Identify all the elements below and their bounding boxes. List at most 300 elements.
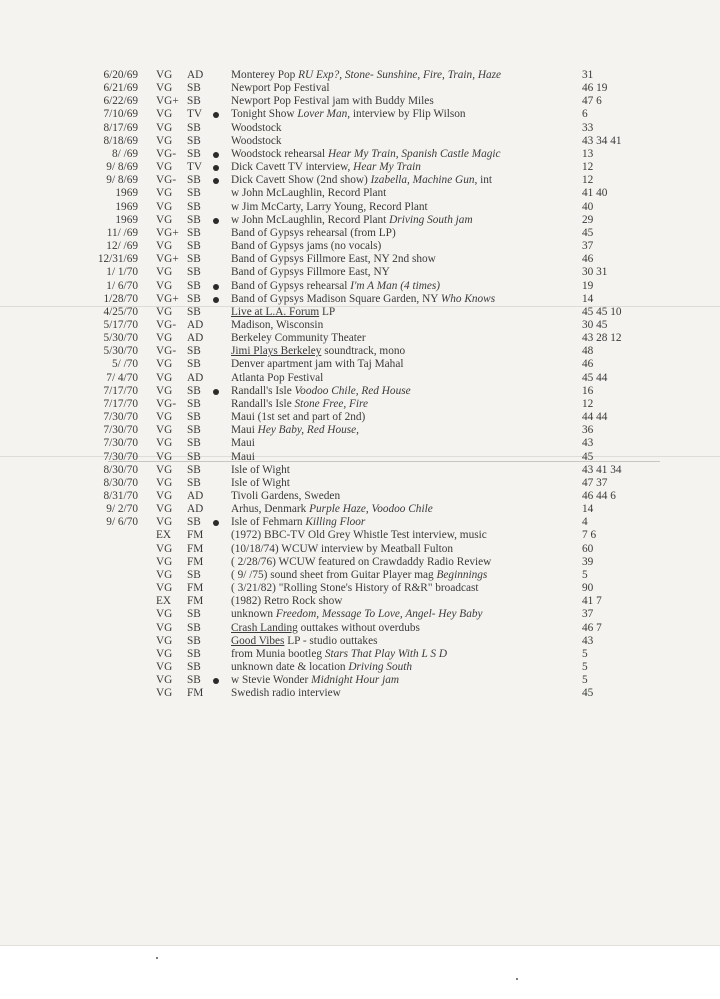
list-item [0,358,720,371]
entry-description [231,608,483,621]
entry-source: SB [187,279,201,292]
entry-reference: 43 [582,437,594,450]
description-text: (10/18/74) WCUW interview by Meatball Fulton [231,542,454,555]
entry-date: 5/30/70 [103,332,138,345]
song-titles: Driving South jam [389,213,473,226]
list-item [0,293,720,306]
description-text: Monterey Pop [231,69,299,81]
entry-description [231,122,282,135]
entry-grade: VG [156,411,173,424]
list-item [0,451,720,464]
entry-description [231,451,255,464]
song-titles: Izabella, Machine Gun, [370,174,478,187]
description-text: w Jim McCarty, Larry Young, Record Plant [231,200,428,213]
bullet-dot-icon [213,297,219,303]
list-item [0,214,720,227]
list-item [0,319,720,332]
entry-reference: 16 [582,384,594,397]
entry-description [231,240,381,253]
entry-grade: VG [156,568,173,581]
list-item [0,529,720,542]
list-item [0,240,720,253]
entry-date: 4/25/70 [103,305,138,318]
list-item [0,266,720,279]
description-text: Band of Gypsys rehearsal [231,279,351,292]
description-text: Band of Gypsys Fillmore East, NY 2nd show [231,253,436,266]
entry-source: FM [187,595,204,608]
list-item [0,661,720,674]
description-text: Randall's Isle [231,397,295,410]
entry-source: SB [187,345,201,358]
song-titles: Beginnings [436,568,488,581]
entry-description [231,477,290,490]
entry-grade: VG [156,371,173,384]
description-text: Woodstock [231,121,282,134]
description-text: Isle of Fehmarn [231,516,306,529]
entry-grade: VG [156,503,173,516]
entry-description [231,293,495,306]
entry-reference: 41 7 [582,595,602,608]
list-item [0,595,720,608]
entry-reference: 29 [582,213,594,226]
song-titles: RU Exp?, Stone- Sunshine, Fire, Train, Haze [298,69,502,81]
entry-description [231,569,487,582]
entry-reference: 5 [582,674,588,687]
entry-description [231,201,428,214]
entry-source: SB [187,174,201,187]
entry-grade: VG [156,266,173,279]
entry-description [231,319,323,332]
entry-reference: 12 [582,174,594,187]
entry-source: SB [187,253,201,266]
entry-reference: 43 34 41 [582,134,622,147]
description-text: Madison, Wisconsin [231,318,324,331]
entry-grade: VG [156,687,173,700]
entry-date: 12/31/69 [97,253,138,266]
entry-description [231,411,365,424]
entry-grade: VG- [156,397,177,410]
description-text: unknown date & location [231,661,349,674]
description-text: Arhus, Denmark [231,503,310,516]
description-suffix: outtakes without overdubs [297,621,420,634]
entry-source: SB [187,187,201,200]
entry-source: FM [187,555,204,568]
entry-date: 7/30/70 [103,437,138,450]
description-text: Atlanta Pop Festival [231,371,324,384]
song-titles: Purple Haze, Voodoo Chile [309,503,433,516]
entry-date: 7/30/70 [103,450,138,463]
entry-grade: VG [156,424,173,437]
entry-reference: 40 [582,200,594,213]
entry-source: SB [187,647,201,660]
list-item [0,622,720,635]
bullet-dot-icon [213,218,219,224]
entry-source: SB [187,634,201,647]
entry-description [231,582,479,595]
entry-description [231,174,492,187]
entry-grade: VG [156,108,173,121]
list-item [0,280,720,293]
entry-source: AD [187,332,204,345]
description-text: ( 3/21/82) "Rolling Stone's History of R&R" broadcast [231,582,479,595]
entry-source: SB [187,200,201,213]
album-title: Crash Landing [231,621,298,634]
entry-date: 9/ 8/69 [106,174,138,187]
entry-source: AD [187,69,204,81]
album-title: Live at L.A. Forum [231,305,320,318]
entry-grade: VG+ [156,226,179,239]
list-item [0,95,720,108]
entry-reference: 46 19 [582,82,608,95]
entry-reference: 48 [582,345,594,358]
entry-date: 6/21/69 [103,82,138,95]
description-text: w John McLaughlin, Record Plant [231,187,387,200]
list-item [0,253,720,266]
entry-date: 8/31/70 [103,490,138,502]
description-text: from Munia bootleg [231,647,325,660]
bullet-dot-icon [213,152,219,158]
entry-reference: 47 6 [582,95,602,108]
entry-reference: 7 6 [582,529,597,542]
description-text: Band of Gypsys Madison Square Garden, NY [231,292,441,305]
list-item [0,569,720,582]
list-item [0,398,720,411]
list-item [0,201,720,214]
entry-source: SB [187,266,201,279]
list-item [0,556,720,569]
entry-grade: VG [156,358,173,371]
song-titles: I'm A Man (4 times) [350,279,441,292]
entry-date: 5/30/70 [103,345,138,358]
description-text: unknown [231,608,276,621]
entry-reference: 47 37 [582,476,608,489]
entry-description [231,635,378,648]
entry-source: SB [187,463,201,476]
entry-reference: 46 7 [582,621,602,634]
entry-source: SB [187,424,201,437]
entry-description [231,332,366,345]
entry-source: FM [187,582,204,595]
song-titles: Hear My Train, Spanish Castle Magic [327,147,501,160]
entry-source: SB [187,450,201,463]
entry-reference: 30 31 [582,266,608,279]
entry-date: 8/17/69 [103,121,138,134]
entry-description [231,358,403,371]
entry-description [231,253,436,266]
entry-date: 8/30/70 [103,463,138,476]
entry-reference: 43 41 34 [582,463,622,476]
song-titles: Stars That Play With L S D [324,647,448,660]
song-titles: Lover Man, [297,108,351,121]
entry-reference: 43 28 12 [582,332,622,345]
entry-source: SB [187,213,201,226]
entry-grade: EX [156,595,172,608]
entry-grade: VG [156,187,173,200]
entry-source: TV [187,161,203,174]
description-text: Maui [231,450,255,463]
list-item [0,477,720,490]
entry-source: SB [187,240,201,253]
description-text: Isle of Wight [231,476,290,489]
description-text: w Stevie Wonder [231,674,312,687]
entry-description [231,161,421,174]
bullet-dot-icon [213,165,219,171]
entry-source: SB [187,305,201,318]
paper-speck [516,978,518,980]
entry-description [231,437,255,450]
entry-reference: 37 [582,240,594,253]
entry-date: 5/ /70 [111,358,138,371]
entry-description [231,556,491,569]
entry-reference: 19 [582,279,594,292]
description-text: Band of Gypsys rehearsal (from LP) [231,226,396,239]
entry-description [231,82,330,95]
list-item [0,464,720,477]
entry-description [231,595,342,608]
song-titles: Stone Free, Fire [294,397,369,410]
entry-grade: VG+ [156,95,179,108]
entry-source: SB [187,292,201,305]
description-suffix: LP - studio outtakes [284,634,378,647]
entry-reference: 5 [582,568,588,581]
entry-source: SB [187,476,201,489]
entry-grade: VG [156,332,173,345]
list-item [0,108,720,121]
entry-grade: VG [156,621,173,634]
entry-description [231,266,390,279]
entry-date: 8/ /69 [111,147,138,160]
entry-description [231,661,412,674]
description-text: Denver apartment jam with Taj Mahal [231,358,404,371]
entry-reference: 14 [582,503,594,516]
description-text: Dick Cavett TV interview, [231,161,354,174]
entry-source: SB [187,397,201,410]
entry-reference: 45 44 [582,371,608,384]
entry-source: AD [187,318,204,331]
entry-reference: 46 [582,253,594,266]
entry-reference: 44 44 [582,411,608,424]
entry-source: SB [187,147,201,160]
entry-reference: 12 [582,161,594,174]
entry-reference: 41 40 [582,187,608,200]
entry-description [231,398,368,411]
description-text: ( 2/28/76) WCUW featured on Crawdaddy Radio Review [231,555,492,568]
list-item [0,69,720,82]
bullet-dot-icon [213,178,219,184]
list-item [0,635,720,648]
entry-description [231,280,440,293]
entry-reference: 12 [582,397,594,410]
list-item [0,674,720,687]
entry-description [231,490,340,503]
entry-grade: VG [156,134,173,147]
entry-description [231,135,282,148]
list-item [0,227,720,240]
album-title: Good Vibes [231,634,285,647]
list-item [0,411,720,424]
entry-grade: VG [156,516,173,529]
entry-date: 11/ /69 [106,226,138,239]
entry-source: SB [187,82,201,95]
song-titles: Hear My Train [353,161,421,174]
entry-source: FM [187,529,204,542]
entry-reference: 60 [582,542,594,555]
entry-date: 1969 [115,200,138,213]
entry-date: 8/18/69 [103,134,138,147]
song-titles: Freedom, Message To Love, Angel- Hey Baby [275,608,483,621]
bullet-dot-icon [213,112,219,118]
entry-grade: VG [156,674,173,687]
list-item [0,648,720,661]
entry-source: SB [187,661,201,674]
entry-reference: 90 [582,582,594,595]
entry-date: 1/ 1/70 [106,266,138,279]
list-item [0,148,720,161]
entry-description [231,187,386,200]
song-titles: Driving South [348,661,413,674]
description-text: Maui [231,437,255,450]
list-item [0,687,720,700]
entry-date: 9/ 6/70 [106,516,138,529]
song-titles: Killing Floor [305,516,366,529]
entry-date: 1/28/70 [103,292,138,305]
entry-source: SB [187,384,201,397]
description-suffix: soundtrack, mono [321,345,406,358]
entry-description [231,385,411,398]
entry-grade: VG [156,213,173,226]
entry-reference: 5 [582,661,588,674]
entry-grade: VG- [156,174,177,187]
entry-description [231,214,473,227]
description-text: Newport Pop Festival jam with Buddy Miles [231,95,434,108]
album-title: Jimi Plays Berkeley [231,345,322,358]
list-item [0,135,720,148]
entry-grade: VG [156,279,173,292]
entry-source: SB [187,121,201,134]
entry-description [231,503,433,516]
bullet-dot-icon [213,284,219,290]
entry-grade: VG [156,542,173,555]
list-item [0,372,720,385]
list-item [0,174,720,187]
entry-reference: 45 45 10 [582,305,622,318]
entry-grade: VG [156,450,173,463]
entry-description [231,543,453,556]
entry-source: SB [187,437,201,450]
description-text: Newport Pop Festival [231,82,330,95]
entry-reference: 39 [582,555,594,568]
list-item [0,503,720,516]
entry-description [231,516,365,529]
description-text: Randall's Isle [231,384,295,397]
entry-description [231,372,323,385]
entry-source: TV [187,108,203,121]
entry-grade: VG [156,437,173,450]
entry-grade: VG [156,161,173,174]
entry-source: SB [187,516,201,529]
entry-date: 6/20/69 [103,69,138,81]
description-text: Maui (1st set and part of 2nd) [231,411,366,424]
entry-description [231,95,434,108]
entry-grade: EX [156,529,172,542]
entry-reference: 45 [582,226,594,239]
list-item [0,187,720,200]
description-text: w John McLaughlin, Record Plant [231,213,390,226]
entry-reference: 46 44 6 [582,490,616,502]
entry-grade: VG [156,634,173,647]
description-text: Tivoli Gardens, Sweden [231,490,341,502]
entry-date: 1969 [115,187,138,200]
entry-grade: VG [156,69,173,81]
entry-description [231,464,290,477]
entry-date: 6/22/69 [103,95,138,108]
entry-source: SB [187,226,201,239]
entry-grade: VG [156,476,173,489]
entry-date: 1/ 6/70 [106,279,138,292]
bullet-dot-icon [213,389,219,395]
description-suffix: int [477,174,493,187]
entry-description [231,648,447,661]
entry-date: 7/30/70 [103,424,138,437]
entry-reference: 45 [582,687,594,700]
entry-reference: 36 [582,424,594,437]
description-text: Band of Gypsys jams (no vocals) [231,240,382,253]
entry-description [231,622,420,635]
entry-grade: VG [156,463,173,476]
list-item [0,345,720,358]
entry-description [231,687,341,700]
entry-date: 7/10/69 [103,108,138,121]
entry-date: 7/ 4/70 [106,371,138,384]
list-item [0,516,720,529]
entry-source: SB [187,568,201,581]
description-text: Isle of Wight [231,463,290,476]
entry-reference: 45 [582,450,594,463]
bullet-dot-icon [213,678,219,684]
list-item [0,582,720,595]
entry-grade: VG [156,305,173,318]
entry-source: SB [187,95,201,108]
list-item [0,490,720,503]
song-titles: Who Knows [440,292,496,305]
entry-date: 7/30/70 [103,411,138,424]
entry-date: 7/17/70 [103,397,138,410]
list-item [0,82,720,95]
entry-grade: VG [156,121,173,134]
song-titles: Midnight Hour jam [311,674,400,687]
list-item [0,385,720,398]
entry-source: SB [187,608,201,621]
description-text: Woodstock [231,134,282,147]
entry-date: 7/17/70 [103,384,138,397]
entry-description [231,108,466,121]
list-item [0,543,720,556]
list-item [0,437,720,450]
entry-date: 12/ /69 [106,240,138,253]
entry-source: FM [187,687,204,700]
entry-grade: VG- [156,318,177,331]
entry-date: 9/ 2/70 [106,503,138,516]
entry-grade: VG [156,555,173,568]
entry-grade: VG [156,608,173,621]
entry-grade: VG [156,661,173,674]
entry-grade: VG [156,582,173,595]
entry-grade: VG [156,384,173,397]
list-item [0,161,720,174]
description-suffix: LP [319,305,336,318]
song-titles: Hey Baby, Red House, [257,424,359,437]
list-item [0,122,720,135]
